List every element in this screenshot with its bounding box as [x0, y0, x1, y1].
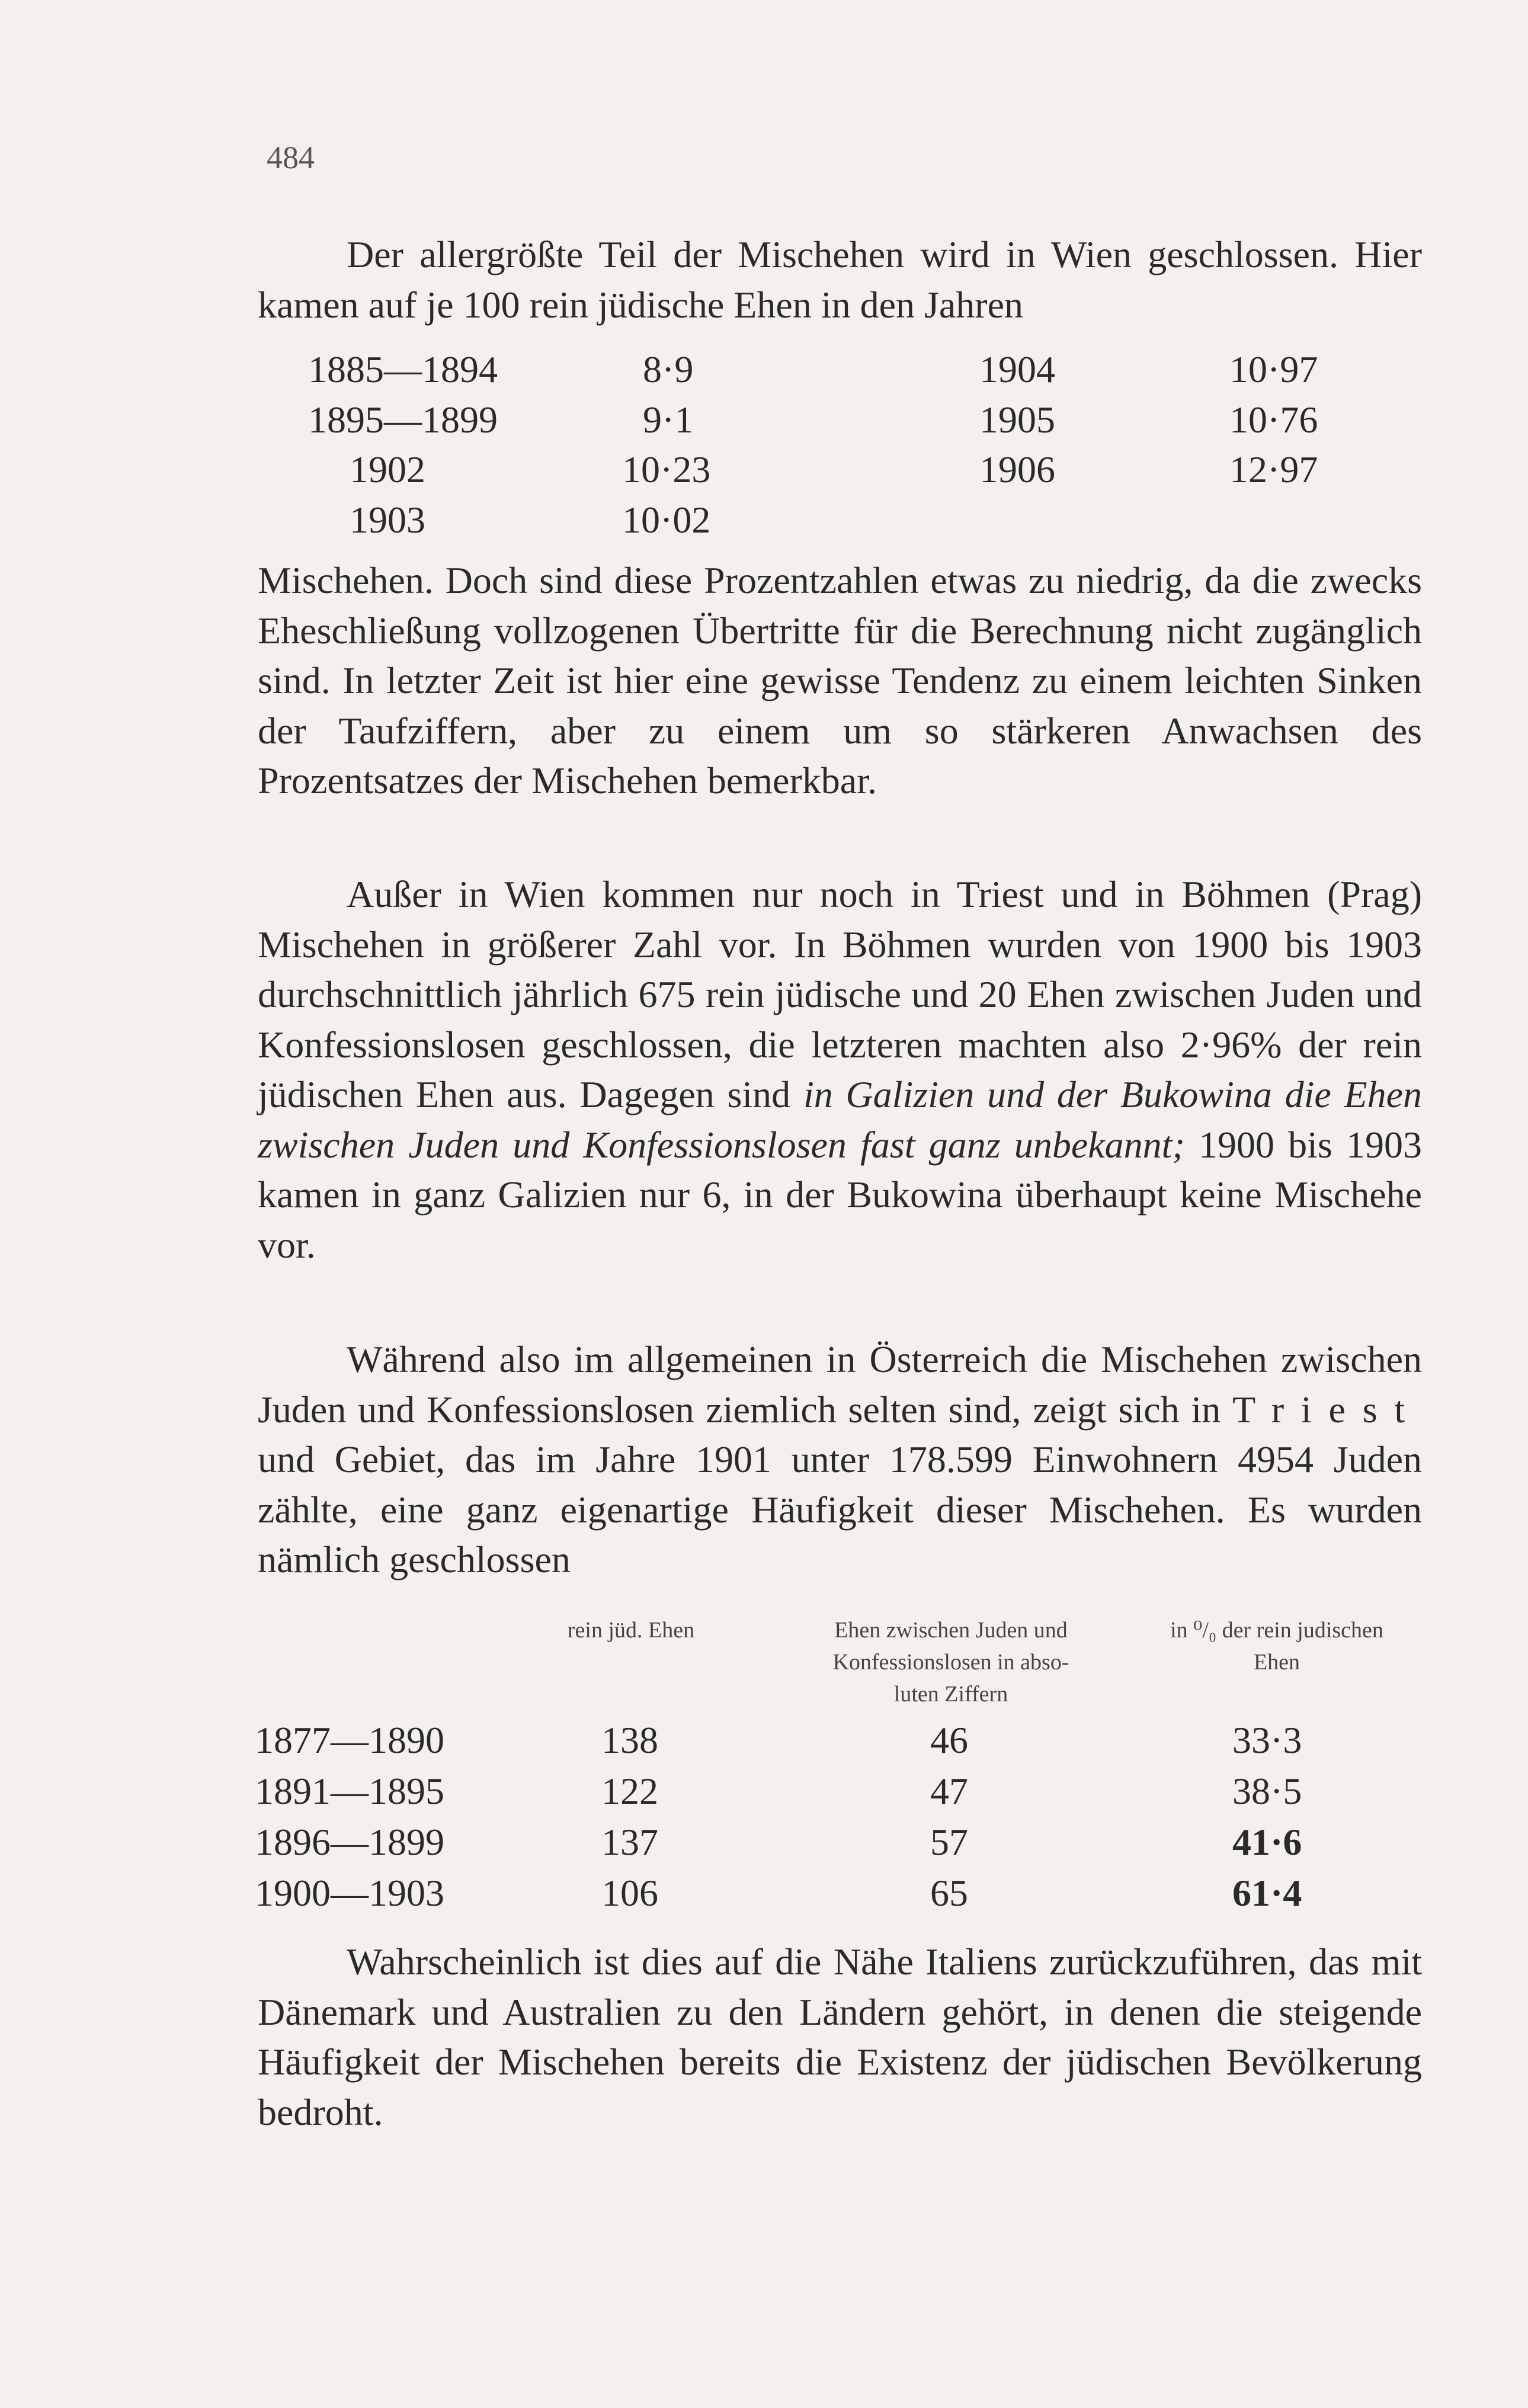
table-row	[258, 345, 1422, 395]
paragraph-4-end: und Gebiet, das im Jahre 1901 unter 178.599 Einwohnern 4954 Juden zählte, eine ganz eigenartige Häufigkeit dieser Mischehen. Es wurden nämlich geschlossen	[258, 1438, 1422, 1580]
header-text: rein jüd. Ehen	[567, 1618, 695, 1643]
table-cell-absolute: 65	[930, 1872, 968, 1914]
table-row	[258, 495, 1422, 546]
paragraph-2-text: Mischehen. Doch sind diese Prozentzahlen etwas zu niedrig, da die zwecks Eheschließung vollzogenen Übertritte für die Berechnung nicht zugänglich sind. In letzter Zeit ist hier eine gewisse Tendenz zu einem leichten Sinken der Taufziffern, aber zu einem um so stärkeren Anwachsen des Prozentsatzes der Mischehen bemerkbar.	[258, 559, 1422, 801]
table-cell-rein: 138	[601, 1719, 658, 1761]
table-cell-period: 1891—1895	[255, 1770, 444, 1812]
table-cell-value: 10·02	[622, 498, 711, 541]
table-cell-value: 9·1	[643, 398, 694, 441]
marriage-ratio-table-vienna	[258, 345, 1422, 545]
paragraph-2	[258, 556, 1422, 806]
table-cell-year: 1906	[979, 448, 1055, 490]
table-cell-percent: 61·4	[1232, 1872, 1302, 1914]
table-cell-period: 1896—1899	[255, 1821, 444, 1863]
paragraph-4-spaced-word: Triest	[1232, 1388, 1423, 1431]
table-cell-period: 1900—1903	[255, 1872, 444, 1914]
header-text: Ehen zwischen Juden und	[834, 1618, 1068, 1643]
table-cell-value: 12·97	[1229, 448, 1318, 490]
paragraph-3	[258, 870, 1422, 1270]
table-cell-year: 1895—1899	[308, 398, 498, 441]
paragraph-5	[258, 1937, 1422, 2137]
table-cell-year: 1885—1894	[308, 348, 498, 390]
table-cell-value: 8·9	[643, 348, 694, 390]
table-cell-period: 1877—1890	[255, 1719, 444, 1761]
paragraph-4-start: Während also im allgemeinen in Österreich die Mischehen zwischen Juden und Konfessionslosen ziemlich selten sind, zeigt sich in	[258, 1338, 1422, 1431]
table-cell-year: 1904	[979, 348, 1055, 390]
table-cell-percent: 33·3	[1232, 1719, 1302, 1761]
table-row	[255, 1715, 1428, 1766]
paragraph-5-text: Wahrscheinlich ist dies auf die Nähe Italiens zurückzuführen, das mit Dänemark und Australien zu den Ländern gehört, in denen die steigende Häufigkeit der Mischehen bereits die Existenz der jüdischen Bevölkerung bedroht.	[258, 1941, 1422, 2133]
table-cell-value: 10·76	[1229, 398, 1318, 441]
table-cell-absolute: 47	[930, 1770, 968, 1812]
table-cell-absolute: 57	[930, 1821, 968, 1863]
header-text: Ehen	[1253, 1650, 1300, 1675]
table-cell-year: 1902	[350, 448, 425, 490]
paragraph-4-text	[258, 1335, 1422, 1585]
table-row	[255, 1817, 1428, 1868]
table-cell-value: 10·23	[622, 448, 711, 490]
table-row	[258, 395, 1422, 445]
table-cell-percent: 41·6	[1232, 1821, 1302, 1863]
paragraph-1-text: Der allergrößte Teil der Mischehen wird in Wien geschlossen. Hier kamen auf je 100 rein jüdische Ehen in den Jahren	[258, 233, 1422, 326]
table-cell-rein: 122	[601, 1770, 658, 1812]
table-row	[255, 1766, 1428, 1817]
header-text: luten Ziffern	[893, 1682, 1008, 1707]
table-cell-value: 10·97	[1229, 348, 1318, 390]
table-cell-year: 1905	[979, 398, 1055, 441]
mixed-marriage-table-triest	[255, 1715, 1428, 1919]
paragraph-3-end: 1900 bis 1903 kamen in ganz Galizien nur 6, in der Bukowina überhaupt keine Mischehe vor.	[258, 1123, 1423, 1266]
table-cell-rein: 106	[601, 1872, 658, 1914]
table-row	[255, 1868, 1428, 1919]
paragraph-3-text	[258, 870, 1422, 1270]
paragraph-1	[258, 230, 1422, 330]
table-cell-percent: 38·5	[1232, 1770, 1302, 1812]
header-text: in ⁰/₀ der rein judischen	[1170, 1618, 1383, 1643]
table2-header-percent	[1123, 1614, 1431, 1678]
paragraph-4	[258, 1335, 1422, 1585]
table2-header-absolute	[767, 1614, 1135, 1710]
table-cell-absolute: 46	[930, 1719, 968, 1761]
paragraph-3-start: Außer in Wien kommen nur noch in Triest und in Böhmen (Prag) Mischehen in größerer Zahl vor. In Böhmen wurden von 1900 bis 1903 durchschnittlich jährlich 675 rein jüdische und 20 Ehen zwischen Juden und Konfessionslosen geschlossen, die letzteren machten also 2·96% der rein jüdischen Ehen aus. Dagegen sind	[258, 873, 1422, 1115]
table-row	[258, 445, 1422, 495]
table2-header-rein	[521, 1614, 741, 1646]
table-cell-year: 1903	[350, 498, 425, 541]
page-number: 484	[267, 140, 315, 175]
header-text: Konfessionslosen in abso-	[832, 1650, 1069, 1675]
paragraph-3-italic: in Galizien und der Bukowina die Ehen zwischen Juden und Konfessionslosen fast ganz unbekannt;	[258, 1073, 1423, 1166]
table-cell-rein: 137	[601, 1821, 658, 1863]
